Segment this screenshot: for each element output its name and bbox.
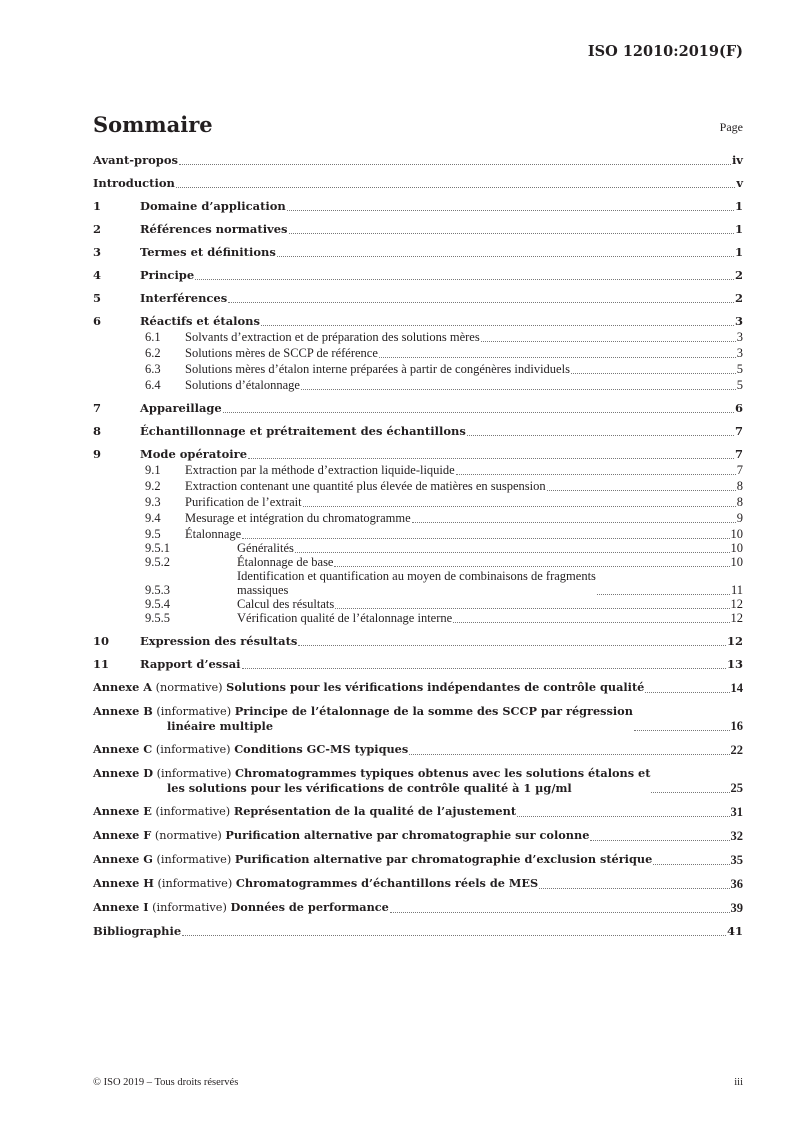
annex-entry[interactable] [93, 900, 743, 915]
table-of-contents [93, 153, 743, 938]
toc-entry-number: 6.1 [145, 330, 161, 344]
annex-title-text: Principe de l’étalonnage de la somme des SCCP par régression [234, 704, 633, 718]
annex-title-text: Chromatogrammes d’échantillons réels de MES [235, 876, 539, 890]
toc-entry[interactable] [93, 541, 743, 555]
annex-label: Annexe D [93, 766, 154, 780]
toc-entry[interactable] [93, 362, 743, 376]
dot-leader [412, 522, 736, 523]
toc-entry-title-text: Principe [140, 268, 195, 282]
toc-entry[interactable] [93, 597, 743, 611]
toc-entry-title-text: Références normatives [140, 222, 288, 236]
annex-page: 22 [730, 743, 743, 757]
toc-entry-title-text: Avant-propos [93, 153, 178, 167]
dot-leader [651, 792, 729, 793]
toc-entry[interactable] [93, 314, 743, 328]
annex-kind: (informative) [156, 705, 232, 718]
toc-entry-title [185, 479, 546, 493]
toc-entry-page: 1 [734, 222, 743, 236]
annex-title-text: Conditions GC-MS typiques [234, 742, 409, 756]
toc-entry-title-text: Introduction [93, 176, 175, 190]
document-id: ISO 12010:2019(F) [587, 43, 743, 60]
annex-page: 35 [730, 853, 743, 867]
annex-title [93, 876, 538, 891]
toc-entry-title-text: Solutions d’étalonnage [185, 378, 300, 392]
dot-leader [481, 341, 736, 342]
toc-entry-number: 6.4 [145, 378, 161, 392]
toc-entry[interactable] [93, 245, 743, 259]
annex-title [93, 742, 408, 757]
toc-entry-page: 1 [734, 245, 743, 259]
annex-title [93, 766, 650, 795]
dot-leader [195, 279, 734, 280]
toc-entry-title [185, 527, 241, 541]
toc-entry-number: 9.1 [145, 463, 161, 477]
toc-entry[interactable] [93, 291, 743, 305]
footer-copyright: © ISO 2019 – Tous droits réservés [93, 1077, 239, 1088]
toc-entry[interactable] [93, 346, 743, 360]
annex-title-continuation: les solutions pour les vérifications de contrôle qualité à 1 µg/ml [167, 781, 572, 795]
toc-entry-page: v [736, 176, 743, 190]
annex-label: Annexe G [93, 852, 153, 866]
toc-entry-number: 10 [93, 634, 110, 648]
toc-entry-page: 11 [730, 583, 743, 597]
toc-entry-page: 12 [730, 597, 743, 611]
toc-entry-page: 2 [734, 268, 743, 282]
annex-page: 36 [730, 877, 743, 891]
dot-leader [547, 490, 736, 491]
toc-entry[interactable] [93, 527, 743, 541]
toc-entry-number: 9.5.4 [145, 597, 170, 611]
toc-entry-title [237, 555, 333, 569]
toc-entry-title-text: Étalonnage [185, 527, 242, 541]
toc-entry-title [140, 657, 241, 671]
toc-entry-title [185, 378, 300, 392]
toc-entry-page: 5 [736, 362, 743, 376]
dot-leader [303, 506, 736, 507]
toc-entry-title-text: Échantillonnage et prétraitement des échantillons [140, 424, 466, 438]
bibliography-entry[interactable] [93, 924, 743, 938]
toc-entry-title [140, 424, 466, 438]
annex-kind: (normative) [155, 681, 223, 694]
dot-leader [301, 389, 736, 390]
toc-entry-page: 10 [730, 527, 743, 541]
annex-kind: (informative) [156, 853, 232, 866]
annex-label: Annexe F [93, 828, 152, 842]
toc-entry[interactable] [93, 555, 743, 569]
toc-entry-page: 3 [734, 314, 743, 328]
toc-entry-title [237, 541, 294, 555]
annex-title [93, 804, 516, 819]
toc-entry-title [185, 463, 455, 477]
toc-entry[interactable] [93, 511, 743, 525]
toc-entry-title-text: Purification de l’extrait [185, 495, 302, 509]
toc-entry-number: 2 [93, 222, 102, 236]
toc-entry[interactable] [93, 401, 743, 415]
toc-entry-title-text: Interférences [140, 291, 228, 305]
toc-entry-page: 13 [726, 657, 743, 671]
annex-kind: (informative) [157, 877, 233, 890]
annex-entry[interactable] [93, 742, 743, 757]
dot-leader [571, 373, 736, 374]
annex-title [93, 704, 633, 733]
annex-title-continuation: linéaire multiple [167, 719, 274, 733]
annex-page: 25 [730, 781, 743, 795]
annex-title-text: Purification alternative par chromatographie d’exclusion stérique [234, 852, 653, 866]
toc-entry[interactable] [93, 495, 743, 509]
annex-page: 16 [730, 719, 743, 733]
dot-leader [539, 888, 729, 889]
toc-entry-title-text: Réactifs et étalons [140, 314, 261, 328]
dot-leader [242, 668, 726, 669]
annex-kind: (informative) [155, 805, 231, 818]
page-column-label: Page [719, 120, 743, 134]
annex-label: Annexe A [93, 680, 152, 694]
toc-entry-number: 6.2 [145, 346, 161, 360]
dot-leader [453, 622, 729, 623]
dot-leader [517, 816, 729, 817]
toc-entry[interactable] [93, 634, 743, 648]
toc-entry-number: 8 [93, 424, 102, 438]
dot-leader [634, 730, 730, 731]
toc-entry-number: 11 [93, 657, 110, 671]
toc-entry-title [185, 495, 302, 509]
toc-entry-title [140, 222, 288, 236]
dot-leader [590, 840, 729, 841]
toc-entry-page: 8 [736, 495, 743, 509]
toc-entry-title [185, 330, 480, 344]
dot-leader [261, 325, 734, 326]
toc-entry-number: 1 [93, 199, 102, 213]
toc-entry-title-text: Domaine d’application [140, 199, 286, 213]
annex-entry[interactable] [93, 804, 743, 819]
toc-entry-number: 5 [93, 291, 102, 305]
toc-entry-page: 9 [736, 511, 743, 525]
toc-entry-title [237, 569, 596, 597]
toc-entry-number: 7 [93, 401, 102, 415]
annex-title [93, 900, 389, 915]
dot-leader [289, 233, 734, 234]
dot-leader [248, 458, 734, 459]
toc-entry-number: 9.5.5 [145, 611, 170, 625]
toc-entry-title [140, 245, 276, 259]
toc-entry-title-text: Mode opératoire [140, 447, 248, 461]
annex-entry[interactable] [93, 852, 743, 867]
annex-title-text: Solutions pour les vérifications indépendantes de contrôle qualité [226, 680, 645, 694]
toc-entry-title-text: Solutions mères d’étalon interne préparées à partir de congénères individuels [185, 362, 570, 376]
annex-label: Annexe C [93, 742, 153, 756]
toc-entry[interactable] [93, 424, 743, 438]
annex-page: 32 [730, 829, 743, 843]
toc-entry-title-text: Expression des résultats [140, 634, 298, 648]
toc-entry-page: 7 [736, 463, 743, 477]
toc-entry-title [93, 153, 178, 167]
toc-entry[interactable] [93, 378, 743, 392]
toc-entry-title [140, 314, 260, 328]
annex-title-text: Chromatogrammes typiques obtenus avec les solutions étalons et [234, 766, 651, 780]
toc-entry-title-text: Solutions mères de SCCP de référence [185, 346, 378, 360]
annex-kind: (informative) [152, 901, 227, 914]
bibliography-page: 41 [726, 924, 743, 938]
toc-entry-page: 10 [730, 541, 743, 555]
dot-leader [176, 187, 735, 188]
dot-leader [298, 645, 726, 646]
annex-page: 31 [730, 805, 743, 819]
toc-entry-title [140, 634, 297, 648]
toc-entry[interactable] [93, 268, 743, 282]
annex-entry[interactable] [93, 876, 743, 891]
toc-entry-number: 9.2 [145, 479, 161, 493]
toc-entry-title-text: Étalonnage de base [237, 555, 334, 569]
annex-label: Annexe B [93, 704, 153, 718]
toc-entry-title-text: Extraction par la méthode d’extraction liquide-liquide [185, 463, 455, 477]
dot-leader [223, 412, 734, 413]
toc-entry-number: 6.3 [145, 362, 161, 376]
toc-entry[interactable] [93, 479, 743, 493]
annex-entry[interactable] [93, 766, 743, 795]
toc-entry-page: 8 [736, 479, 743, 493]
toc-entry-title [237, 597, 334, 611]
toc-entry-title-text: Termes et définitions [140, 245, 276, 259]
annex-kind: (normative) [154, 829, 222, 842]
toc-entry-page: 12 [726, 634, 743, 648]
toc-entry-number: 9.5.2 [145, 555, 170, 569]
annex-title [93, 680, 644, 695]
toc-entry-page: iv [731, 153, 743, 167]
toc-entry-title [185, 362, 570, 376]
annex-label: Annexe I [93, 900, 149, 914]
toc-entry-page: 6 [734, 401, 743, 415]
annex-title-text: Représentation de la qualité de l’ajustement [233, 804, 517, 818]
toc-entry[interactable] [93, 176, 743, 190]
toc-entry-title-text: Généralités [237, 541, 294, 555]
toc-entry-number: 9 [93, 447, 102, 461]
toc-entry-title-text: Vérification qualité de l’étalonnage interne [237, 611, 453, 625]
toc-entry-title [185, 511, 411, 525]
dot-leader [277, 256, 734, 257]
toc-entry[interactable] [93, 153, 743, 167]
toc-entry-title-text: Calcul des résultats [237, 597, 335, 611]
toc-entry[interactable] [93, 222, 743, 236]
toc-entry-page: 2 [734, 291, 743, 305]
toc-entry-title-text: Rapport d’essai [140, 657, 241, 671]
toc-entry-title-text: Identification et quantification au moyen de combinaisons de fragments [237, 569, 596, 583]
annex-label: Annexe E [93, 804, 152, 818]
toc-entry[interactable] [93, 330, 743, 344]
toc-entry-number: 9.5.3 [145, 583, 170, 597]
toc-entry-title [185, 346, 378, 360]
dot-leader [653, 864, 729, 865]
toc-entry-title-text: Mesurage et intégration du chromatogramme [185, 511, 411, 525]
toc-entry-number: 6 [93, 314, 102, 328]
toc-entry-number: 9.4 [145, 511, 161, 525]
toc-entry[interactable] [93, 569, 743, 597]
toc-entry-page: 3 [736, 330, 743, 344]
annex-kind: (informative) [155, 743, 231, 756]
toc-entry-number: 9.3 [145, 495, 161, 509]
dot-leader [379, 357, 736, 358]
annex-title-text: Purification alternative par chromatographie sur colonne [225, 828, 590, 842]
dot-leader [334, 566, 729, 567]
dot-leader [456, 474, 736, 475]
toc-entry-title [140, 291, 227, 305]
toc-entry-page: 10 [730, 555, 743, 569]
toc-entry-title [140, 199, 286, 213]
toc-entry-title-continuation: massiques [237, 583, 289, 597]
annex-title-text: Données de performance [230, 900, 389, 914]
toc-entry-title [140, 268, 194, 282]
toc-entry-title [237, 611, 452, 625]
dot-leader [179, 164, 731, 165]
dot-leader [287, 210, 734, 211]
toc-entry-title-text: Solvants d’extraction et de préparation des solutions mères [185, 330, 480, 344]
toc-entry-title [140, 401, 222, 415]
toc-entry-number: 4 [93, 268, 102, 282]
toc-entry-number: 3 [93, 245, 102, 259]
toc-entry-title-text: Extraction contenant une quantité plus élevée de matières en suspension [185, 479, 546, 493]
toc-entry[interactable] [93, 611, 743, 625]
toc-entry-page: 12 [730, 611, 743, 625]
dot-leader [295, 552, 730, 553]
dot-leader [228, 302, 734, 303]
bibliography-title: Bibliographie [93, 924, 182, 938]
annex-kind: (informative) [156, 767, 232, 780]
annex-page: 39 [730, 901, 743, 915]
toc-entry-number: 9.5 [145, 527, 161, 541]
toc-entry[interactable] [93, 657, 743, 671]
toc-entry-title [93, 176, 175, 190]
toc-entry-page: 7 [734, 447, 743, 461]
toc-entry-page: 7 [734, 424, 743, 438]
toc-entry-title-text: Appareillage [140, 401, 222, 415]
annex-entry[interactable] [93, 680, 743, 695]
toc-entry-page: 5 [736, 378, 743, 392]
toc-entry-title [140, 447, 247, 461]
dot-leader [390, 912, 730, 913]
toc-entry[interactable] [93, 447, 743, 461]
annex-title [93, 828, 589, 843]
annex-page: 14 [730, 681, 743, 695]
annex-title [93, 852, 652, 867]
toc-title: Sommaire [93, 112, 213, 137]
annex-entry[interactable] [93, 704, 743, 733]
dot-leader [335, 608, 729, 609]
toc-entry[interactable] [93, 463, 743, 477]
dot-leader [242, 538, 729, 539]
toc-entry[interactable] [93, 199, 743, 213]
dot-leader [597, 594, 730, 595]
dot-leader [645, 692, 729, 693]
toc-entry-page: 1 [734, 199, 743, 213]
dot-leader [409, 754, 729, 755]
annex-label: Annexe H [93, 876, 154, 890]
annex-entry[interactable] [93, 828, 743, 843]
footer-page-number: iii [734, 1077, 743, 1088]
dot-leader [182, 935, 726, 936]
toc-entry-page: 3 [736, 346, 743, 360]
toc-entry-number: 9.5.1 [145, 541, 170, 555]
dot-leader [467, 435, 734, 436]
